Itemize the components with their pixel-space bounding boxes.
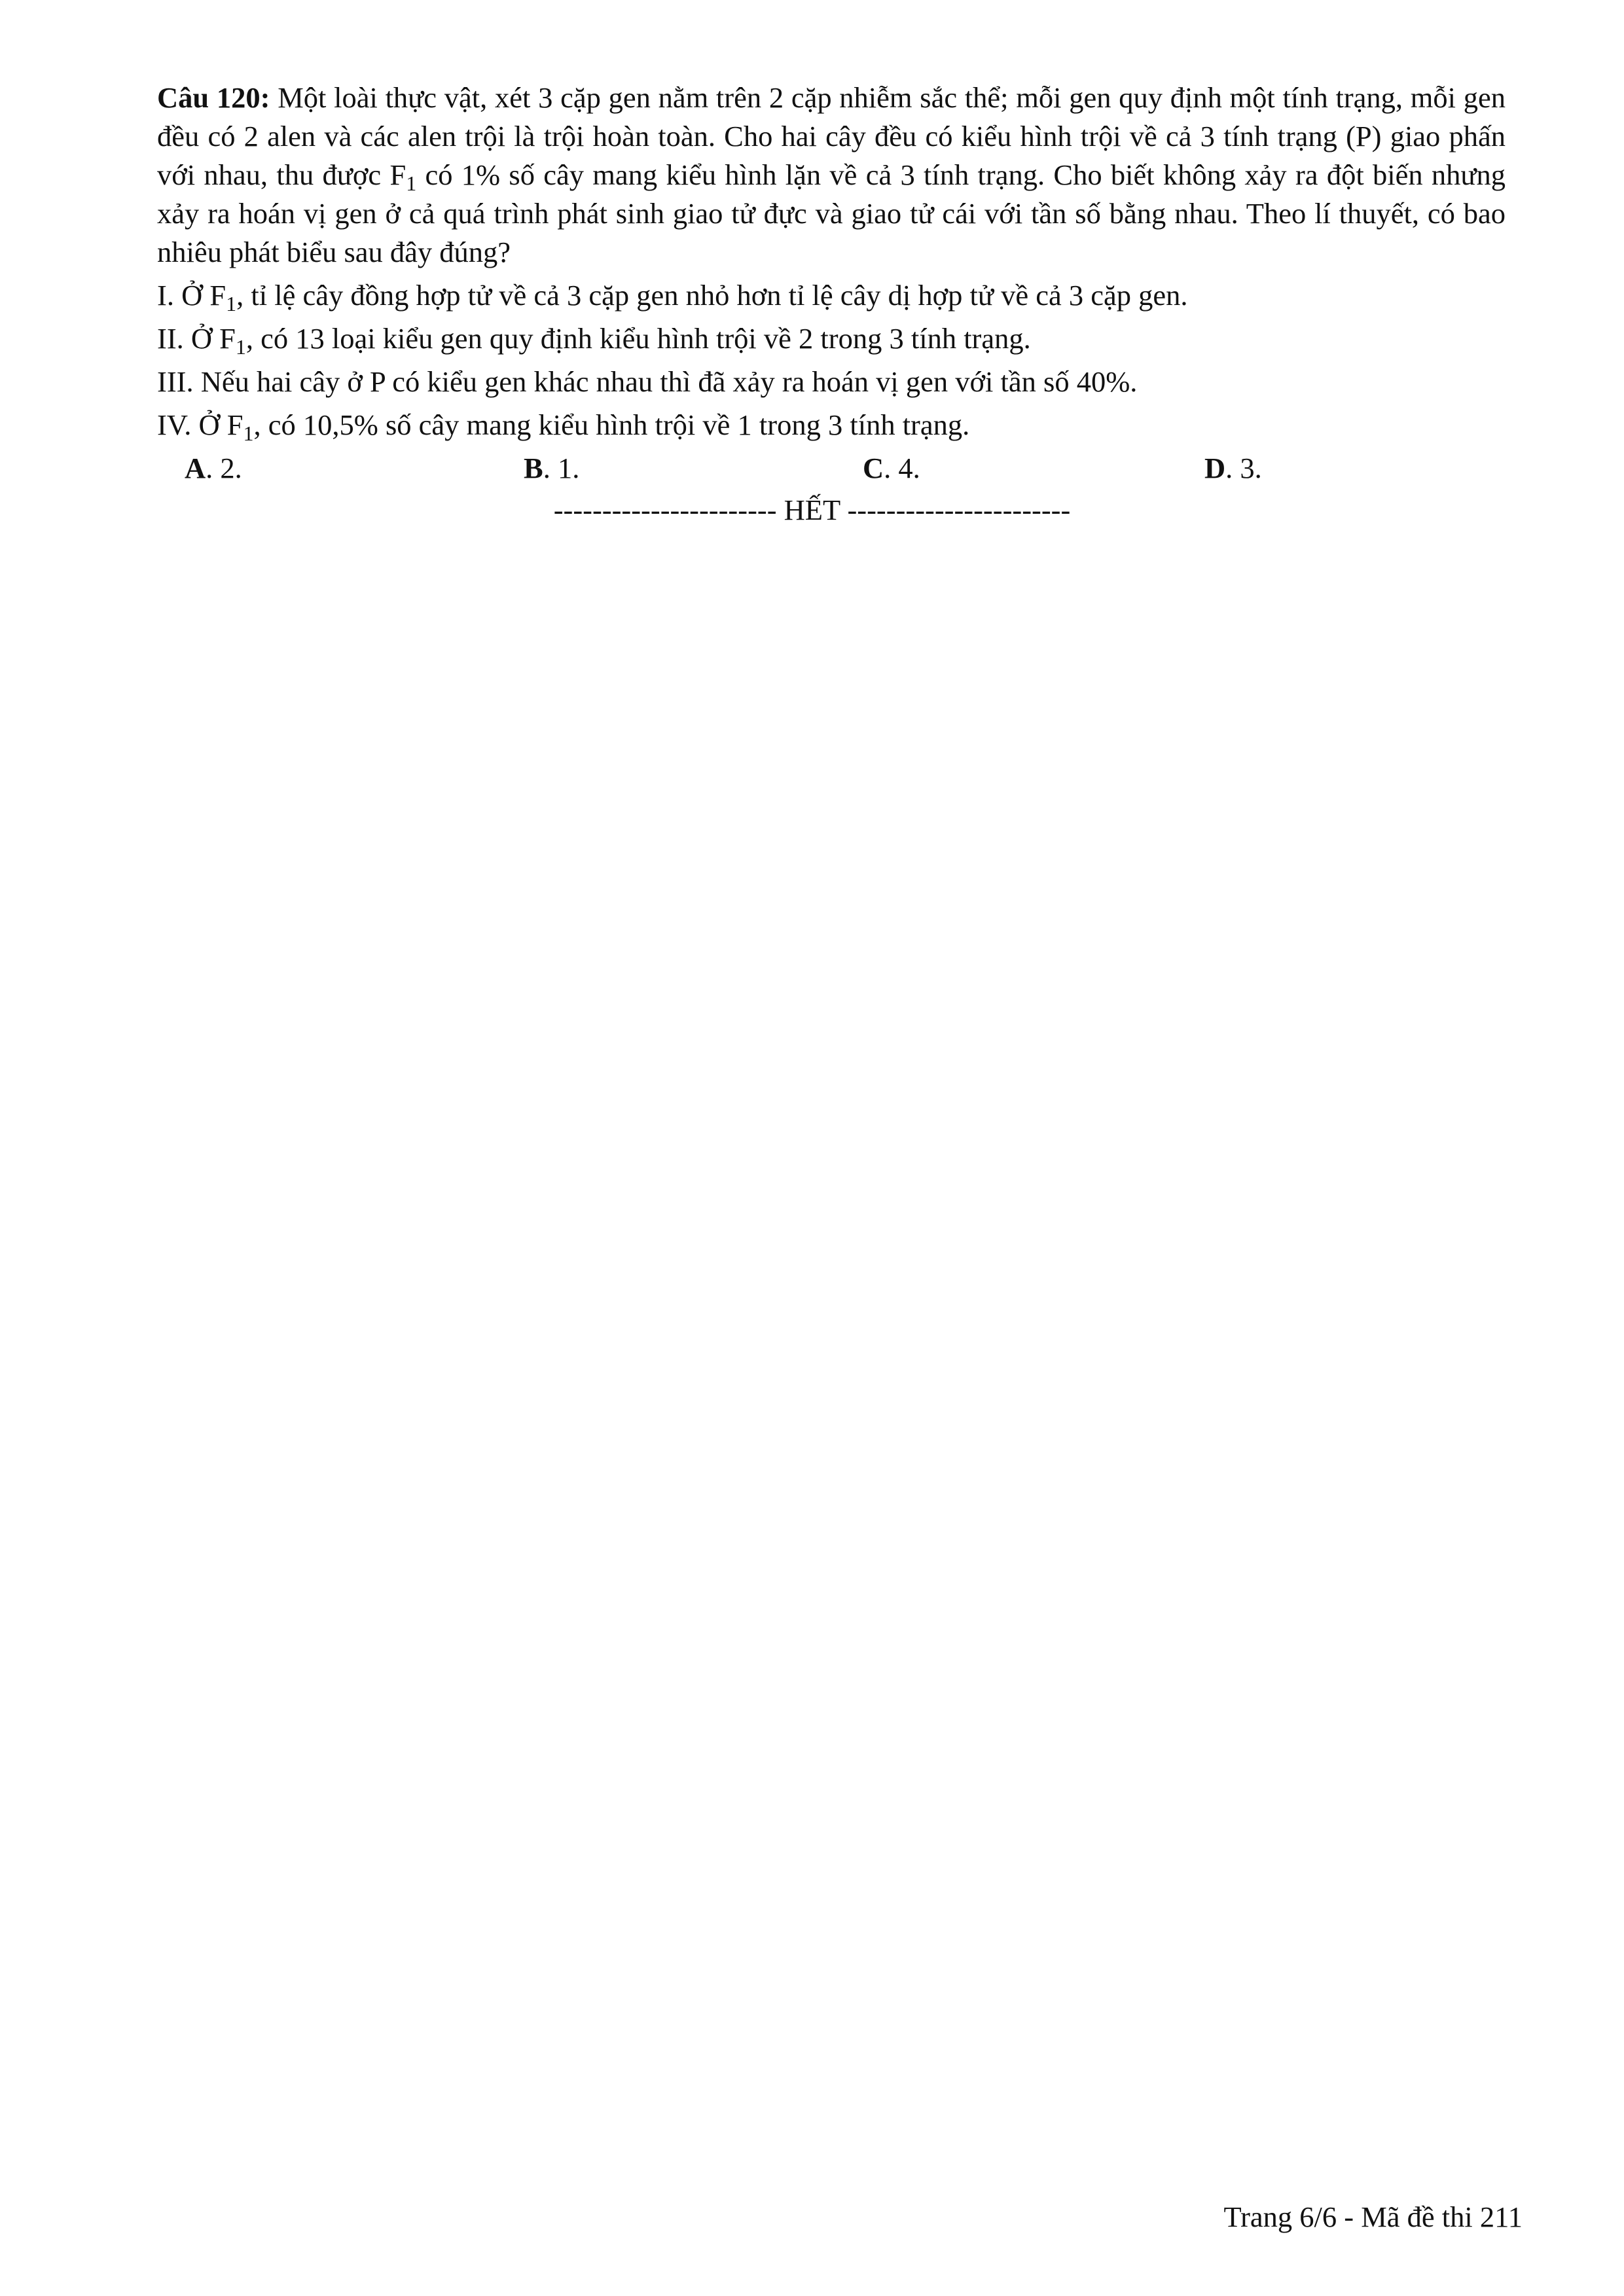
option-b[interactable] — [524, 449, 579, 488]
option-a-value: . 2. — [206, 452, 242, 484]
statement-4-text: , có 10,5% số cây mang kiểu hình trội về 1 trong 3 tính trạng. — [253, 408, 970, 441]
option-b-value: . 1. — [543, 452, 580, 484]
option-b-letter: B — [524, 452, 543, 484]
statement-4-prefix: IV. Ở F — [157, 408, 244, 441]
stem-text-part1: Một loài thực vật, xét 3 cặp gen nằm trên 2 cặp nhiễm sắc thể; mỗi gen quy định một tính trạng, mỗi gen đều có 2 alen và các alen trội là trội hoàn toàn. Cho hai cây đều có kiểu hình trội về cả 3 tính trạng (P) giao phấn với nhau, thu được F — [157, 81, 1506, 191]
option-d-value: . 3. — [1225, 452, 1262, 484]
question-stem — [157, 79, 1506, 272]
statement-2-subscript: 1 — [235, 334, 246, 359]
statement-1 — [157, 276, 1506, 315]
stem-text-part2: có 1% số cây mang kiểu hình lặn về cả 3 tính trạng. Cho biết không xảy ra đột biến nhưng xảy ra hoán vị gen ở cả quá trình phát sinh giao tử đực và giao tử cái với tần số bằng nhau. Theo lí thuyết, có bao nhiêu phát biểu sau đây đúng? — [157, 158, 1506, 268]
option-d-letter: D — [1204, 452, 1226, 484]
question-number: Câu 120: — [157, 81, 270, 114]
statement-3 — [157, 363, 1506, 401]
statement-4 — [157, 406, 1506, 444]
option-a-letter: A — [185, 452, 206, 484]
option-c[interactable] — [863, 449, 920, 488]
answer-options — [157, 449, 1506, 488]
statement-2-prefix: II. Ở F — [157, 322, 236, 355]
statement-2-text: , có 13 loại kiểu gen quy định kiểu hình trội về 2 trong 3 tính trạng. — [245, 322, 1031, 355]
stem-subscript: 1 — [406, 171, 417, 195]
question-120 — [157, 79, 1506, 488]
end-marker: ----------------------- HẾT ----------------------- — [553, 493, 1071, 526]
statement-1-subscript: 1 — [226, 291, 237, 315]
statement-1-text: , tỉ lệ cây đồng hợp tử về cả 3 cặp gen nhỏ hơn tỉ lệ cây dị hợp tử về cả 3 cặp gen. — [236, 279, 1188, 312]
statement-1-prefix: I. Ở F — [157, 279, 226, 312]
page-footer: Trang 6/6 - Mã đề thi 211 — [1223, 2200, 1523, 2233]
option-c-letter: C — [863, 452, 884, 484]
option-d[interactable] — [1204, 449, 1262, 488]
option-a[interactable] — [185, 449, 242, 488]
statement-3-text: III. Nếu hai cây ở P có kiểu gen khác nhau thì đã xảy ra hoán vị gen với tần số 40%. — [157, 365, 1138, 398]
statement-4-subscript: 1 — [243, 421, 254, 445]
statement-2 — [157, 319, 1506, 358]
option-c-value: . 4. — [884, 452, 920, 484]
